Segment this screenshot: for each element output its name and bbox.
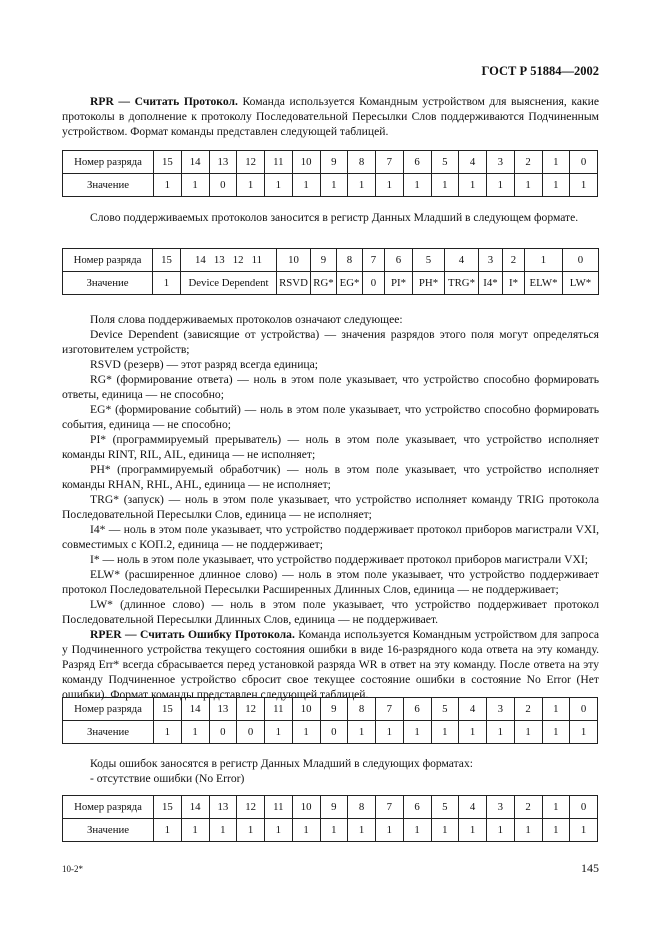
row-label: Номер разряда <box>63 796 154 819</box>
value-cell: 1 <box>431 174 459 197</box>
table-row <box>63 796 598 819</box>
codes-intro: Коды ошибок заносятся в регистр Данных Младший в следующих форматах: <box>90 757 473 770</box>
value-cell: 1 <box>514 721 542 744</box>
field-item: RSVD (резерв) — этот разряд всегда единица; <box>90 358 319 371</box>
field-item: PI* (программируемый прерыватель) — ноль в этом поле указывает, что устройство исполняет команды RINT, RIL, AIL, единица — не исполняет; <box>62 433 599 461</box>
bit-cell: 4 <box>445 249 479 272</box>
bit-cell: 0 <box>570 698 598 721</box>
bit-cell: 8 <box>348 796 376 819</box>
bit-cell: 0 <box>570 151 598 174</box>
bit-cell: 4 <box>459 151 487 174</box>
value-label: Значение <box>63 272 153 295</box>
bit-cell: 15 <box>154 796 182 819</box>
value-cell: 1 <box>403 721 431 744</box>
value-cell: PI* <box>385 272 413 295</box>
value-cell: RG* <box>311 272 337 295</box>
value-cell: 1 <box>348 721 376 744</box>
rper-text: Команда используется Командным устройством для запроса у Подчиненного устройства текущего состояния ошибки в виде 16-разрядного кода ответа на эту команду. Разряд Err* всегда сбрасывается перед установкой разряда WR в ответ на эту команду. После ответа на эту команду Подчиненное устройство сбросит свое текущее состояние ошибки в состояние No Error (Нет ошибки). Формат команды представлен следующей таблицей. <box>62 628 599 701</box>
bit-cell: 9 <box>320 698 348 721</box>
bit-cell: 11 <box>265 151 293 174</box>
bit-cell: 10 <box>292 151 320 174</box>
row-label: Номер разряда <box>63 249 153 272</box>
table-row <box>63 272 599 295</box>
table-row <box>63 819 598 842</box>
table-row <box>63 249 599 272</box>
field-item: RG* (формирование ответа) — ноль в этом поле указывает, что устройство способно формировать ответы, единица — не способно; <box>62 373 599 401</box>
value-cell: 1 <box>376 174 404 197</box>
field-item: EG* (формирование событий) — ноль в этом поле указывает, что устройство способно формировать события, единица — не способно; <box>62 403 599 431</box>
value-cell: 1 <box>154 721 182 744</box>
register-paragraph: Слово поддерживаемых протоколов заносится в регистр Данных Младший в следующем формате. <box>90 211 579 224</box>
table-row <box>63 721 598 744</box>
bit-cell: 7 <box>363 249 385 272</box>
bit-cell: 5 <box>431 698 459 721</box>
value-label: Значение <box>63 721 154 744</box>
field-item: ELW* (расширенное длинное слово) — ноль в этом поле указывает, что устройство поддерживает протокол Последовательной Пересылки Расширенных Длинных Слов, единица — не поддерживает; <box>62 568 599 596</box>
field-item: I* — ноль в этом поле указывает, что устройство поддерживает протокол приборов магистрали VXI; <box>90 553 588 566</box>
value-cell: PH* <box>413 272 445 295</box>
value-cell: 1 <box>542 174 570 197</box>
bit-cell: 0 <box>563 249 599 272</box>
value-cell: 1 <box>459 721 487 744</box>
value-cell: 0 <box>363 272 385 295</box>
value-cell: 1 <box>265 819 293 842</box>
bit-cell: 14 <box>181 698 209 721</box>
bit-cell: 1 <box>542 698 570 721</box>
bit-cell: 8 <box>348 151 376 174</box>
bit-cell: 2 <box>514 796 542 819</box>
value-cell: 1 <box>431 819 459 842</box>
bit-cell: 2 <box>514 151 542 174</box>
value-cell: EG* <box>337 272 363 295</box>
value-cell: 1 <box>153 272 181 295</box>
page-number: 145 <box>581 861 599 875</box>
bit-cell: 3 <box>487 698 515 721</box>
value-cell: 1 <box>292 721 320 744</box>
bit-cell: 15 <box>154 151 182 174</box>
rper-command-table <box>62 697 598 744</box>
bit-cell: 11 <box>265 698 293 721</box>
bit-cell: 7 <box>376 151 404 174</box>
bit-cell: 15 <box>154 698 182 721</box>
value-cell: 1 <box>348 174 376 197</box>
protocol-word-table <box>62 248 599 295</box>
value-cell: 0 <box>209 721 237 744</box>
bit-cell: 13 <box>209 796 237 819</box>
value-cell: TRG* <box>445 272 479 295</box>
bit-cell: 1 <box>542 151 570 174</box>
value-cell: 1 <box>154 819 182 842</box>
rper-paragraph <box>62 627 599 702</box>
bit-cell: 8 <box>348 698 376 721</box>
value-cell: 1 <box>265 174 293 197</box>
value-cell: 1 <box>570 174 598 197</box>
value-cell: 1 <box>154 174 182 197</box>
footer-signature-mark: 10-2* <box>62 864 83 874</box>
value-cell: 1 <box>320 174 348 197</box>
document-header: ГОСТ Р 51884—2002 <box>481 64 599 78</box>
bit-cell: 15 <box>153 249 181 272</box>
value-cell-device-dependent: Device Dependent <box>181 272 277 295</box>
value-cell: 1 <box>431 721 459 744</box>
table-row <box>63 698 598 721</box>
value-cell: 1 <box>181 174 209 197</box>
value-cell: 0 <box>320 721 348 744</box>
bit-cell: 14 <box>181 151 209 174</box>
bit-cell: 11 <box>265 796 293 819</box>
rpr-paragraph <box>62 94 599 139</box>
value-cell: I4* <box>479 272 503 295</box>
value-cell: 1 <box>542 721 570 744</box>
field-descriptions <box>62 312 599 702</box>
bit-cell: 13 <box>209 698 237 721</box>
bit-cell: 4 <box>459 796 487 819</box>
value-cell: 1 <box>570 819 598 842</box>
value-cell: 1 <box>403 819 431 842</box>
table-row <box>63 151 598 174</box>
bit-cell: 1 <box>525 249 563 272</box>
rpr-text: Команда используется Командным устройством для выяснения, какие протоколы в дополнение к протоколу Последовательной Пересылки Слов поддерживаются Подчиненным устройством. Формат команды представлен следующей таблицей. <box>62 95 599 138</box>
bit-cell: 0 <box>570 796 598 819</box>
value-cell: 1 <box>403 174 431 197</box>
bit-cell: 13 <box>209 151 237 174</box>
bit-cell: 9 <box>320 151 348 174</box>
bit-cell: 12 <box>237 698 265 721</box>
value-cell: 1 <box>487 721 515 744</box>
value-cell: 1 <box>459 174 487 197</box>
value-cell: 1 <box>348 819 376 842</box>
bit-cell: 10 <box>292 796 320 819</box>
value-cell: 1 <box>237 174 265 197</box>
value-cell: 1 <box>292 819 320 842</box>
value-cell: 1 <box>487 174 515 197</box>
field-item: PH* (программируемый обработчик) — ноль в этом поле указывает, что устройство исполняет команды RHAN, RHL, AHL, единица — не исполняет; <box>62 463 599 491</box>
bit-cell: 10 <box>277 249 311 272</box>
bit-cell: 6 <box>385 249 413 272</box>
value-cell: 1 <box>209 819 237 842</box>
field-item: TRG* (запуск) — ноль в этом поле указывает, что устройство исполняет команду TRIG протокола Последовательной Пересылки Слов, единица — не исполняет; <box>62 493 599 521</box>
bit-cell: 7 <box>376 796 404 819</box>
bit-cell: 6 <box>403 796 431 819</box>
value-cell: 1 <box>181 721 209 744</box>
bit-cell: 14 <box>181 796 209 819</box>
bit-cell-device-dependent: 14 13 12 11 <box>181 249 277 272</box>
value-label: Значение <box>63 819 154 842</box>
bit-cell: 8 <box>337 249 363 272</box>
bit-cell: 7 <box>376 698 404 721</box>
bit-cell: 6 <box>403 698 431 721</box>
value-cell: 1 <box>542 819 570 842</box>
value-cell: LW* <box>563 272 599 295</box>
bit-cell: 2 <box>503 249 525 272</box>
value-cell: 1 <box>487 819 515 842</box>
value-cell: 1 <box>181 819 209 842</box>
field-item: I4* — ноль в этом поле указывает, что устройство поддерживает протокол приборов магистрали VXI, совместимых с КОП.2, единица — не поддерживает; <box>62 523 599 551</box>
bit-cell: 9 <box>320 796 348 819</box>
value-cell: 1 <box>320 819 348 842</box>
value-cell: ELW* <box>525 272 563 295</box>
table-row <box>63 174 598 197</box>
value-cell: 0 <box>209 174 237 197</box>
bit-cell: 3 <box>487 796 515 819</box>
bit-cell: 4 <box>459 698 487 721</box>
value-cell: 1 <box>514 819 542 842</box>
bit-cell: 9 <box>311 249 337 272</box>
no-error-table <box>62 795 598 842</box>
field-item: Device Dependent (зависящие от устройства) — значения разрядов этого поля могут определяться изготовителем устройств; <box>62 328 599 356</box>
value-cell: 1 <box>376 819 404 842</box>
bit-cell: 3 <box>487 151 515 174</box>
rpr-title: RPR — Считать Протокол. <box>90 95 238 108</box>
row-label: Номер разряда <box>63 151 154 174</box>
bit-cell: 6 <box>403 151 431 174</box>
value-cell: 1 <box>292 174 320 197</box>
value-cell: 1 <box>459 819 487 842</box>
codes-item: - отсутствие ошибки (No Error) <box>90 772 245 785</box>
row-label: Номер разряда <box>63 698 154 721</box>
value-cell: 1 <box>265 721 293 744</box>
bit-cell: 12 <box>237 151 265 174</box>
rpr-command-table <box>62 150 598 197</box>
field-item: Поля слова поддерживаемых протоколов означают следующее: <box>90 313 403 326</box>
bit-cell: 5 <box>431 796 459 819</box>
bit-cell: 1 <box>542 796 570 819</box>
bit-cell: 12 <box>237 796 265 819</box>
value-cell: 1 <box>376 721 404 744</box>
value-cell: 1 <box>514 174 542 197</box>
value-cell: 1 <box>570 721 598 744</box>
bit-cell: 10 <box>292 698 320 721</box>
value-cell: 1 <box>237 819 265 842</box>
bit-cell: 5 <box>413 249 445 272</box>
value-cell: RSVD <box>277 272 311 295</box>
value-label: Значение <box>63 174 154 197</box>
value-cell: 0 <box>237 721 265 744</box>
bit-cell: 2 <box>514 698 542 721</box>
bit-cell: 5 <box>431 151 459 174</box>
value-cell: I* <box>503 272 525 295</box>
bit-cell: 3 <box>479 249 503 272</box>
rper-title: RPER — Считать Ошибку Протокола. <box>90 628 295 641</box>
field-item: LW* (длинное слово) — ноль в этом поле указывает, что устройство поддерживает протокол Последовательной Пересылки Длинных Слов, единица — не поддерживает. <box>62 598 599 626</box>
